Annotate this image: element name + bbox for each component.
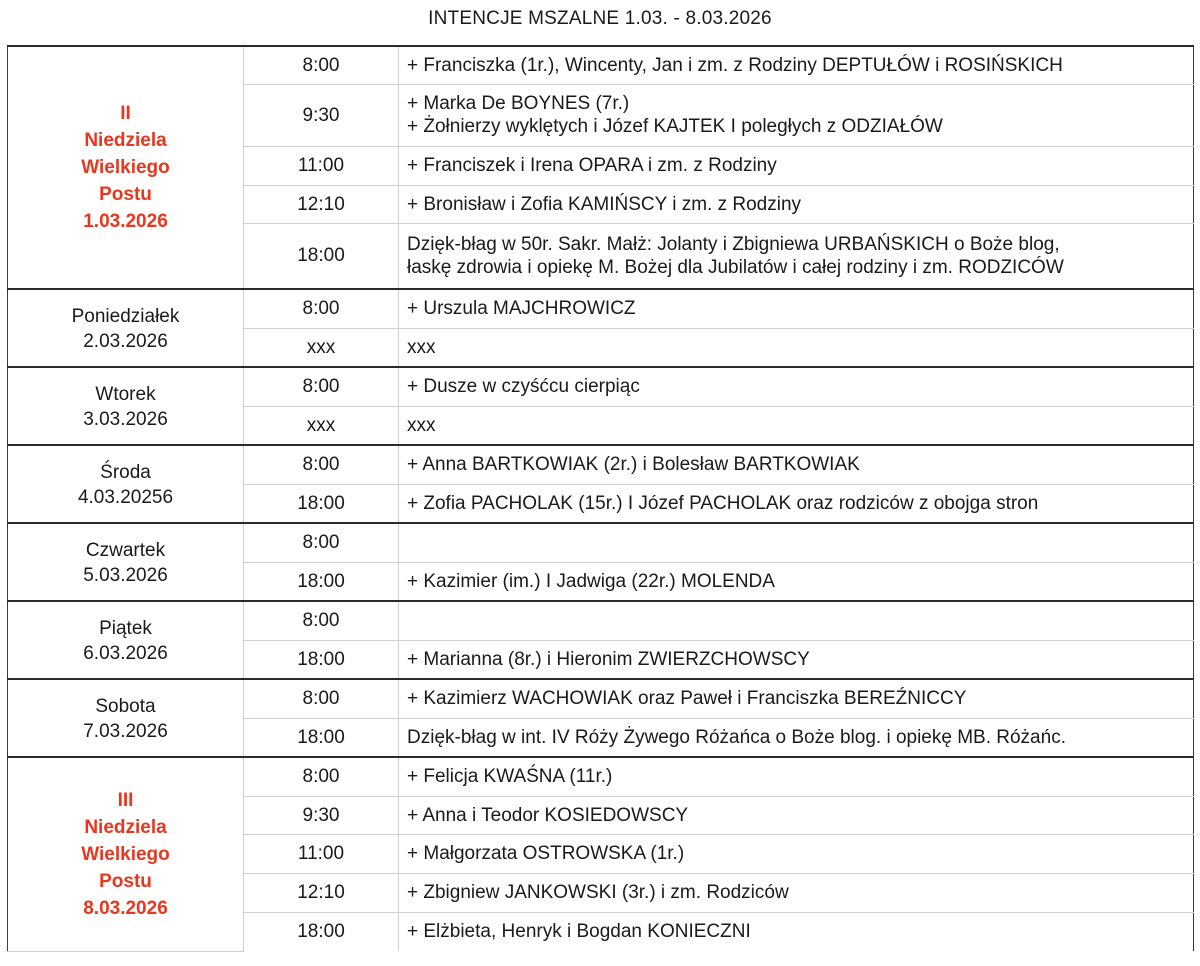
mass-time: 11:00: [244, 146, 399, 185]
day-label-line: Niedziela: [84, 816, 167, 838]
day-label-line: Środa: [100, 462, 151, 483]
day-label-line: Czwartek: [85, 540, 166, 561]
day-label-line: Niedziela: [84, 130, 167, 151]
intention-line: xxx: [407, 414, 436, 436]
day-label-line: Wielkiego: [81, 843, 170, 865]
mass-time: 18:00: [244, 562, 399, 601]
mass-intention: [399, 406, 1194, 445]
mass-intention: [399, 796, 1194, 834]
mass-intention: [399, 484, 1194, 523]
intention-line: + Żołnierzy wyklętych i Józef KAJTEK I poległych z ODZIAŁÓW: [407, 116, 943, 137]
day-label-line: 5.03.2026: [83, 565, 168, 586]
mass-intention: [399, 46, 1194, 84]
mass-intention: [399, 185, 1194, 223]
weekday-day-cell: [8, 601, 244, 679]
intention-line: łaskę zdrowia i opiekę M. Bożej dla Jubilatów i całej rodziny i zm. RODZICÓW: [407, 256, 1064, 278]
mass-intention: [399, 834, 1194, 873]
intention-line: + Zbigniew JANKOWSKI (3r.) i zm. Rodziców: [407, 882, 789, 903]
day-label-line: 7.03.2026: [83, 721, 168, 742]
mass-time: 8:00: [244, 367, 399, 406]
intention-line: + Małgorzata OSTROWSKA (1r.): [407, 843, 685, 864]
mass-time: xxx: [244, 406, 399, 445]
mass-time: 8:00: [244, 523, 399, 562]
intention-line: + Kazimier (im.) I Jadwiga (22r.) MOLENDA: [407, 570, 775, 592]
day-label-line: 8.03.2026: [83, 897, 168, 919]
mass-time: 8:00: [244, 679, 399, 718]
intention-line: + Franciszek i Irena OPARA i zm. z Rodziny: [407, 155, 777, 176]
weekday-day-cell: [8, 367, 244, 445]
mass-intention: [399, 640, 1194, 679]
intention-line: + Franciszka (1r.), Wincenty, Jan i zm. z Rodziny DEPTUŁÓW i ROSIŃSKICH: [407, 54, 1063, 76]
mass-intention: [399, 328, 1194, 367]
intention-line: + Anna i Teodor KOSIEDOWSCY: [407, 804, 689, 826]
intention-line: + Felicja KWAŚNA (11r.): [407, 766, 613, 788]
day-label-line: 4.03.20256: [77, 487, 174, 508]
intention-line: + Zofia PACHOLAK (15r.) I Józef PACHOLAK oraz rodziców z obojga stron: [407, 492, 1039, 514]
day-label-line: 2.03.2026: [83, 331, 168, 352]
intention-line: + Marianna (8r.) i Hieronim ZWIERZCHOWSCY: [407, 648, 810, 670]
intention-line: + Bronisław i Zofia KAMIŃSCY i zm. z Rodziny: [407, 193, 802, 215]
mass-time: 8:00: [244, 289, 399, 328]
mass-intention: [399, 601, 1194, 640]
mass-time: 8:00: [244, 757, 399, 796]
day-label-line: 6.03.2026: [83, 643, 168, 664]
mass-intention: [399, 679, 1194, 718]
mass-time: 18:00: [244, 484, 399, 523]
intention-line: xxx: [407, 336, 436, 358]
intention-line: + Kazimierz WACHOWIAK oraz Paweł i Franciszka BEREŹNICCY: [407, 688, 967, 710]
intention-line: + Elżbieta, Henryk i Bogdan KONIECZNI: [407, 921, 751, 943]
mass-row: [8, 367, 1194, 406]
mass-row: [8, 601, 1194, 640]
intention-line: + Marka De BOYNES (7r.): [407, 93, 630, 114]
mass-intention: [399, 718, 1194, 757]
mass-row: [8, 523, 1194, 562]
day-label-line: Wtorek: [95, 384, 156, 405]
day-label-line: Wielkiego: [81, 157, 170, 178]
page-title: INTENCJE MSZALNE 1.03. - 8.03.2026: [428, 8, 772, 29]
mass-time: 8:00: [244, 601, 399, 640]
intention-line: Dzięk-błag w int. IV Róży Żywego Różańca o Boże blog. i opiekę MB. Różańc.: [407, 726, 1066, 748]
mass-row: [8, 445, 1194, 484]
day-label-line: Postu: [99, 184, 152, 205]
mass-time: 18:00: [244, 640, 399, 679]
mass-row: [8, 46, 1194, 84]
intentions-table: [7, 45, 1194, 952]
intention-line: Dzięk-błag w 50r. Sakr. Małż: Jolanty i Zbigniewa URBAŃSKICH o Boże blog,: [407, 233, 1060, 255]
mass-intention: [399, 289, 1194, 328]
mass-time: xxx: [244, 328, 399, 367]
day-label-line: Poniedziałek: [71, 306, 180, 327]
intention-line: + Dusze w czyśćcu cierpiąc: [407, 376, 640, 398]
day-label-line: 3.03.2026: [83, 409, 168, 430]
mass-time: 11:00: [244, 834, 399, 873]
weekday-day-cell: [8, 679, 244, 757]
mass-time: 18:00: [244, 223, 399, 289]
mass-intention: [399, 523, 1194, 562]
mass-time: 9:30: [244, 796, 399, 834]
mass-intention: [399, 84, 1194, 146]
mass-time: 18:00: [244, 718, 399, 757]
mass-intention: [399, 873, 1194, 912]
sunday-day-cell: [8, 46, 244, 289]
mass-intention: [399, 223, 1194, 289]
day-label-line: 1.03.2026: [83, 211, 168, 232]
mass-row: [8, 289, 1194, 328]
weekday-day-cell: [8, 523, 244, 601]
day-label-line: Sobota: [95, 696, 156, 717]
mass-time: 9:30: [244, 84, 399, 146]
day-label-line: Postu: [99, 870, 152, 892]
mass-time: 18:00: [244, 912, 399, 951]
mass-intention: [399, 445, 1194, 484]
mass-intention: [399, 146, 1194, 185]
mass-time: 8:00: [244, 445, 399, 484]
intention-line: + Urszula MAJCHROWICZ: [407, 298, 636, 320]
mass-intention: [399, 757, 1194, 796]
day-label-line: Piątek: [99, 618, 152, 639]
mass-time: 12:10: [244, 185, 399, 223]
intention-line: + Anna BARTKOWIAK (2r.) i Bolesław BARTKOWIAK: [407, 454, 860, 476]
weekday-day-cell: [8, 289, 244, 367]
day-label-line: II: [120, 103, 131, 124]
mass-intention: [399, 562, 1194, 601]
mass-intention: [399, 367, 1194, 406]
mass-row: [8, 679, 1194, 718]
day-label-line: III: [117, 789, 134, 811]
weekday-day-cell: [8, 445, 244, 523]
sunday-day-cell: [8, 757, 244, 951]
mass-time: 12:10: [244, 873, 399, 912]
mass-row: [8, 757, 1194, 796]
mass-intention: [399, 912, 1194, 951]
mass-time: 8:00: [244, 46, 399, 84]
